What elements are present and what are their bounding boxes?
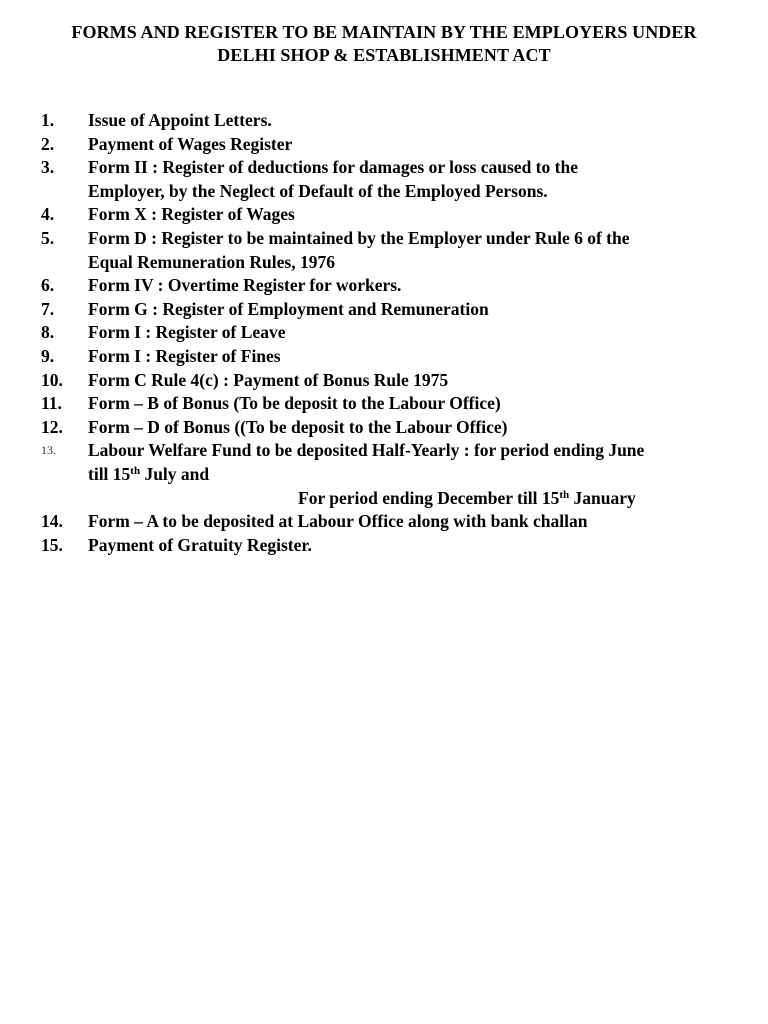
item-text-part: January (569, 487, 636, 508)
item-number: 11. (41, 393, 62, 414)
item-text-block (88, 227, 758, 274)
item-text: Form I : Register of Fines (88, 345, 281, 366)
item-number: 1. (41, 110, 55, 130)
item-number: 12. (41, 416, 63, 437)
item-number: 13. (41, 443, 56, 458)
list-item (0, 345, 768, 369)
item-text: Payment of Wages Register (88, 133, 293, 154)
item-text: Form D : Register to be maintained by the Employer under Rule 6 of the (88, 227, 630, 248)
item-text-indented (88, 487, 758, 511)
item-number: 5. (41, 227, 55, 248)
item-text-part: For period ending December till 15 (298, 487, 560, 508)
list-item (0, 321, 768, 345)
ordinal-suffix: th (559, 488, 570, 501)
item-number: 7. (41, 298, 55, 319)
item-text: Form – D of Bonus ((To be deposit to the Labour Office) (88, 416, 508, 437)
item-text: Labour Welfare Fund to be deposited Half-Yearly : for period ending June (88, 440, 645, 461)
item-text: Form C Rule 4(c) : Payment of Bonus Rule 1975 (88, 369, 449, 390)
list-item (0, 439, 768, 510)
item-number: 10. (41, 369, 63, 390)
item-text: Form – A to be deposited at Labour Office along with bank challan (88, 511, 588, 532)
list-item (0, 156, 768, 203)
item-text: Form I : Register of Leave (88, 322, 286, 343)
list-item (0, 369, 768, 393)
list-item (0, 227, 768, 274)
document-title-line-1: FORMS AND REGISTER TO BE MAINTAIN BY THE EMPLOYERS UNDER (71, 22, 697, 42)
item-number: 2. (41, 133, 55, 154)
item-text: Form G : Register of Employment and Remuneration (88, 298, 489, 319)
item-text-block (88, 439, 758, 510)
ordinal-suffix: th (130, 464, 141, 477)
list-item (0, 298, 768, 322)
item-text: Form II : Register of deductions for damages or loss caused to the (88, 157, 578, 178)
item-number: 4. (41, 204, 55, 225)
item-text-part: July and (140, 463, 210, 484)
item-text: Issue of Appoint Letters. (88, 110, 272, 130)
item-text: Form IV : Overtime Register for workers. (88, 275, 402, 296)
item-text-continued (88, 463, 758, 487)
list-item (0, 510, 768, 534)
list-item (0, 534, 768, 558)
item-number: 9. (41, 345, 55, 366)
item-text: Payment of Gratuity Register. (88, 534, 312, 555)
list-item (0, 274, 768, 298)
list-item (0, 392, 768, 416)
item-text-continued: Employer, by the Neglect of Default of the Employed Persons. (88, 180, 548, 201)
item-text-part: till 15 (88, 463, 131, 484)
item-number: 3. (41, 157, 55, 178)
item-number: 15. (41, 534, 63, 555)
item-text-continued: Equal Remuneration Rules, 1976 (88, 251, 335, 272)
list-item (0, 203, 768, 227)
item-text-block (88, 156, 758, 203)
item-number: 6. (41, 275, 55, 296)
list-item (0, 416, 768, 440)
document-title-line-2: DELHI SHOP & ESTABLISHMENT ACT (217, 45, 551, 65)
register-list (0, 109, 768, 557)
item-number: 8. (41, 322, 55, 343)
list-item (0, 109, 768, 133)
list-item (0, 133, 768, 157)
item-text: Form X : Register of Wages (88, 204, 295, 225)
item-text: Form – B of Bonus (To be deposit to the Labour Office) (88, 393, 501, 414)
item-number: 14. (41, 511, 63, 532)
